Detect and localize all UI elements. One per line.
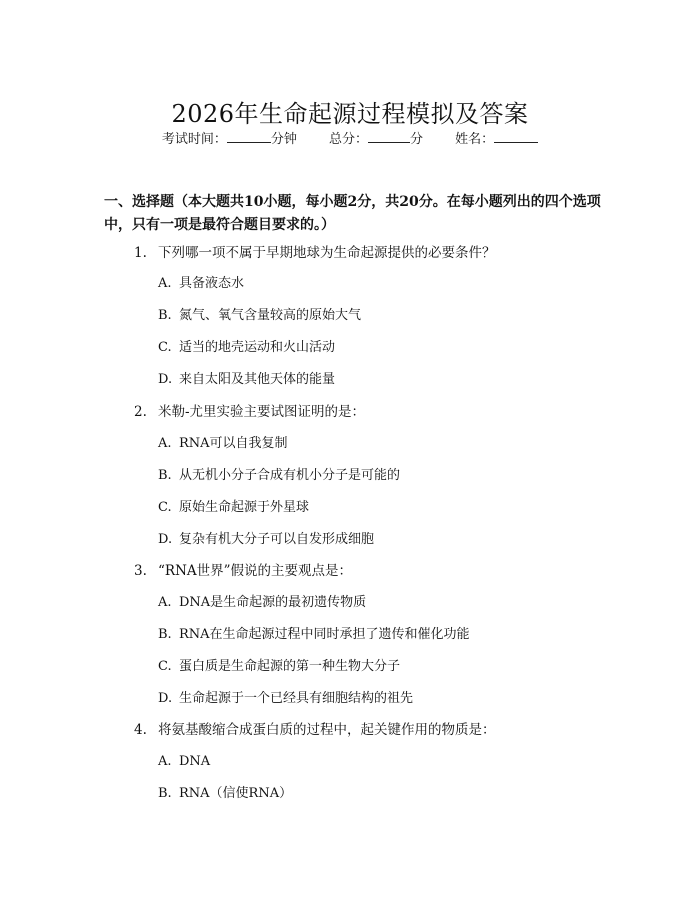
section-heading: 一、选择题（本大题共10小题，每小题2分，共20分。在每小题列出的四个选项中，只有一项是最符合题目要求的。） xyxy=(104,194,601,233)
question-1 xyxy=(134,243,496,263)
exam-time-blank xyxy=(227,130,271,143)
option-letter: D. xyxy=(158,532,173,547)
option-text: 从无机小分子合成有机小分子是可能的 xyxy=(179,468,401,483)
name-label: 姓名： xyxy=(455,132,495,147)
option-letter: A. xyxy=(158,436,172,451)
option-letter: A. xyxy=(158,276,172,291)
option-text: 适当的地壳运动和火山活动 xyxy=(179,340,336,355)
option-1c xyxy=(158,338,335,358)
question-number: 2. xyxy=(134,404,147,420)
exam-time-label: 考试时间： xyxy=(161,132,227,147)
total-score-field xyxy=(329,130,423,150)
question-2 xyxy=(134,402,365,422)
option-2a xyxy=(158,434,288,454)
exam-time-field xyxy=(162,130,297,150)
option-text: RNA可以自我复制 xyxy=(179,436,288,451)
question-number: 4. xyxy=(134,722,147,738)
option-letter: C. xyxy=(158,659,172,674)
option-text: DNA xyxy=(179,754,211,769)
question-3 xyxy=(134,561,352,581)
total-score-unit: 分 xyxy=(410,132,424,147)
option-text: 氮气、氧气含量较高的原始大气 xyxy=(179,308,362,323)
option-4b xyxy=(158,784,292,804)
question-number: 1. xyxy=(134,245,147,261)
option-1a xyxy=(158,274,244,294)
option-text: 原始生命起源于外星球 xyxy=(179,500,310,515)
option-letter: B. xyxy=(158,308,172,323)
question-4 xyxy=(134,720,496,740)
option-text: 蛋白质是生命起源的第一种生物大分子 xyxy=(179,659,401,674)
option-text: DNA是生命起源的最初遗传物质 xyxy=(179,595,367,610)
option-text: RNA在生命起源过程中同时承担了遗传和催化功能 xyxy=(179,627,470,642)
option-text: RNA（信使RNA） xyxy=(179,786,293,801)
option-letter: C. xyxy=(158,500,172,515)
option-letter: B. xyxy=(158,468,172,483)
option-text: 来自太阳及其他天体的能量 xyxy=(179,372,336,387)
option-2b xyxy=(158,466,400,486)
option-letter: D. xyxy=(158,372,173,387)
option-3a xyxy=(158,593,366,613)
document-title: 2026年生命起源过程模拟及答案 xyxy=(171,100,529,129)
name-field xyxy=(455,130,538,150)
option-letter: B. xyxy=(158,627,172,642)
question-number: 3. xyxy=(134,563,147,579)
option-text: 复杂有机大分子可以自发形成细胞 xyxy=(179,532,375,547)
option-2c xyxy=(158,498,309,518)
option-3d xyxy=(158,689,413,709)
exam-time-unit: 分钟 xyxy=(270,132,297,147)
option-letter: B. xyxy=(158,786,172,801)
option-letter: A. xyxy=(158,595,172,610)
question-text: 下列哪一项不属于早期地球为生命起源提供的必要条件？ xyxy=(158,245,496,261)
option-3b xyxy=(158,625,470,645)
option-4a xyxy=(158,752,210,772)
option-letter: D. xyxy=(158,691,173,706)
option-1b xyxy=(158,306,361,326)
option-text: 生命起源于一个已经具有细胞结构的祖先 xyxy=(179,691,414,706)
question-text: 将氨基酸缩合成蛋白质的过程中，起关键作用的物质是： xyxy=(158,722,496,738)
option-text: 具备液态水 xyxy=(179,276,245,291)
exam-info-line xyxy=(0,130,700,150)
option-letter: C. xyxy=(158,340,172,355)
option-3c xyxy=(158,657,400,677)
option-2d xyxy=(158,530,374,550)
name-blank xyxy=(494,130,538,143)
question-text: 米勒-尤里实验主要试图证明的是： xyxy=(158,404,366,420)
total-score-blank xyxy=(368,130,410,143)
question-text: “RNA世界”假说的主要观点是： xyxy=(158,563,353,579)
option-letter: A. xyxy=(158,754,172,769)
option-1d xyxy=(158,370,335,390)
total-score-label: 总分： xyxy=(328,132,368,147)
